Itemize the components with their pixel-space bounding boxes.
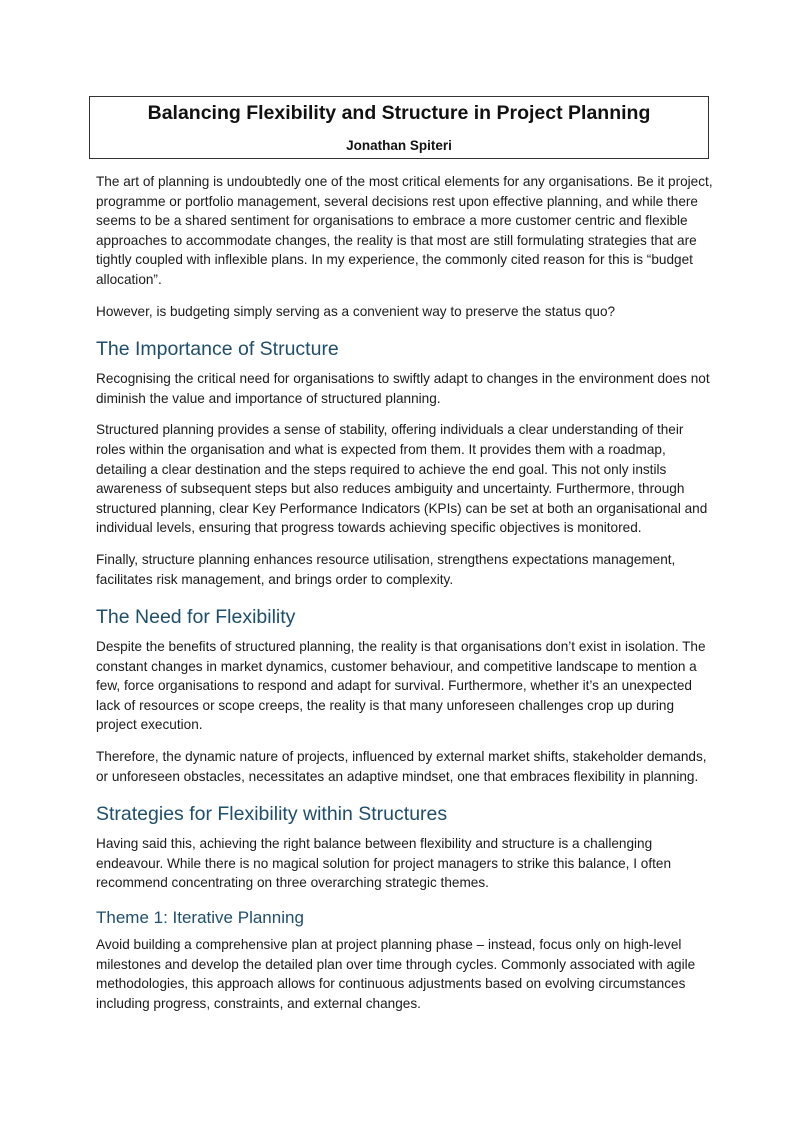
heading-importance-of-structure: The Importance of Structure xyxy=(96,338,339,361)
theme1-paragraph-1: Avoid building a comprehensive plan at project planning phase – instead, focus only on high-level milestones and develop the detailed plan over time through cycles. Commonly associated with agile methodologies, this approach allows for continuous adjustments based on evolving circumstances including progress, constraints, and external changes. xyxy=(96,937,696,1011)
structure-paragraph-3: Finally, structure planning enhances resource utilisation, strengthens expectations management, facilitates risk management, and brings order to complexity. xyxy=(96,551,676,587)
structure-paragraph-1: Recognising the critical need for organisations to swiftly adapt to changes in the environment does not diminish the value and importance of structured planning. xyxy=(96,371,710,406)
heading-strategies: Strategies for Flexibility within Structures xyxy=(96,803,448,826)
title-block xyxy=(89,96,709,159)
heading-need-for-flexibility: The Need for Flexibility xyxy=(96,606,296,629)
flexibility-paragraph-2: Therefore, the dynamic nature of projects, influenced by external market shifts, stakeholder demands, or unforeseen obstacles, necessitates an adaptive mindset, one that embraces flexibility in planning. xyxy=(96,749,707,784)
heading-theme-1: Theme 1: Iterative Planning xyxy=(96,908,304,928)
flexibility-paragraph-1: Despite the benefits of structured planning, the reality is that organisations don’t exist in isolation. The constant changes in market dynamics, customer behaviour, and competitive landscape to mention a few, force organisations to respond and adapt for survival. Furthermore, whether it’s an unexpected lack of resources or scope creeps, the reality is that many unforeseen challenges crop up during project execution. xyxy=(96,639,706,733)
document-body xyxy=(96,172,716,1025)
strategies-paragraph-1: Having said this, achieving the right balance between flexibility and structure is a challenging endeavour. While there is no magical solution for project managers to strike this balance, I often recommend concentrating on three overarching strategic themes. xyxy=(96,836,672,891)
document-author: Jonathan Spiteri xyxy=(346,138,452,153)
intro-paragraph-2: However, is budgeting simply serving as a convenient way to preserve the status quo? xyxy=(96,303,616,319)
intro-paragraph-1: The art of planning is undoubtedly one of the most critical elements for any organisations. Be it project, programme or portfolio management, several decisions rest upon effective planning, and while there seems to be a shared sentiment for organisations to embrace a more customer centric and flexible approaches to accommodate changes, the reality is that most are still formulating strategies that are tightly coupled with inflexible plans. In my experience, the commonly cited reason for this is “budget allocation”. xyxy=(96,174,713,287)
document-title: Balancing Flexibility and Structure in Project Planning xyxy=(147,102,651,124)
structure-paragraph-2: Structured planning provides a sense of stability, offering individuals a clear understanding of their roles within the organisation and what is expected from them. It provides them with a roadmap, detailing a clear destination and the steps required to achieve the end goal. This not only instils awareness of subsequent steps but also reduces ambiguity and uncertainty. Furthermore, through structured planning, clear Key Performance Indicators (KPIs) can be set at both an organisational and individual levels, ensuring that progress towards achieving specific objectives is monitored. xyxy=(96,422,708,536)
